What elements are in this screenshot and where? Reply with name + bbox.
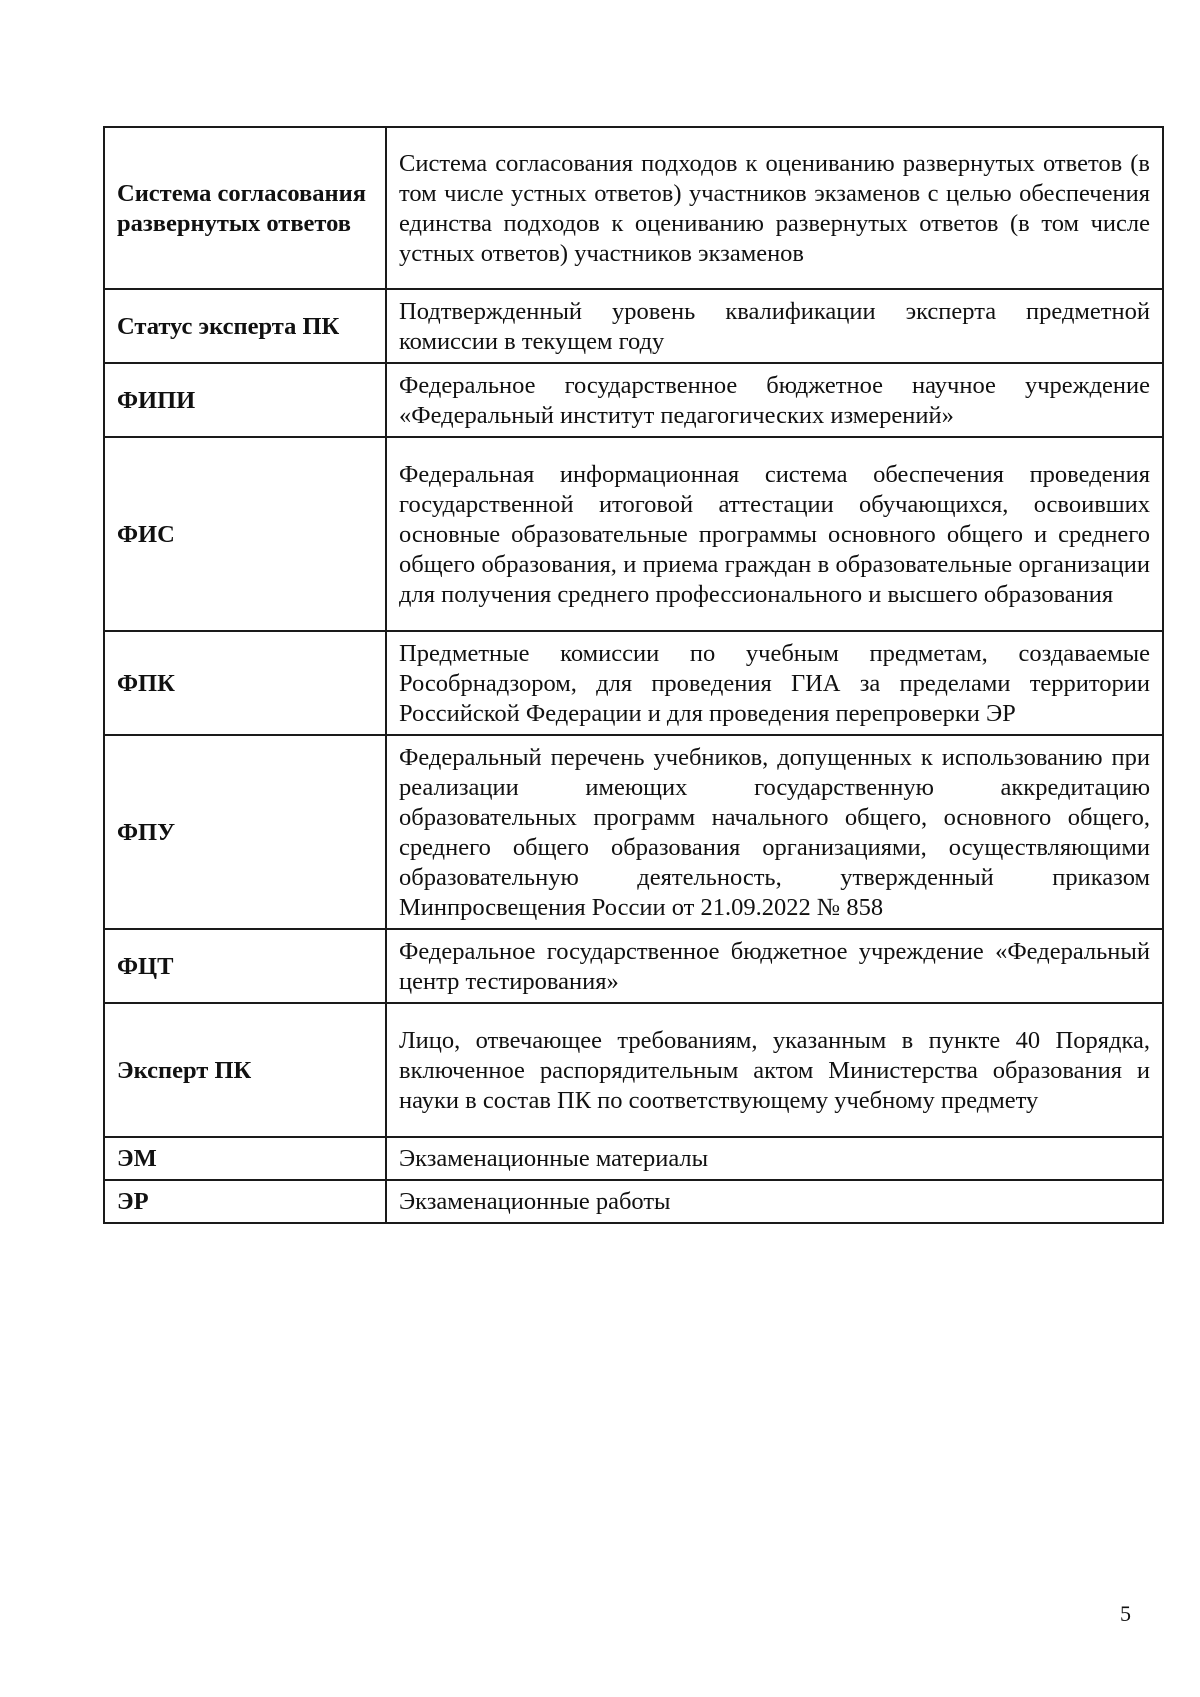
table-row (104, 437, 1163, 631)
definition-cell: Федеральное государственное бюджетное учреждение «Федеральный центр тестирования» (386, 929, 1163, 1003)
definition-cell: Подтвержденный уровень квалификации эксперта предметной комиссии в текущем году (386, 289, 1163, 363)
term-cell: ЭР (104, 1180, 386, 1223)
definition-cell: Экзаменационные материалы (386, 1137, 1163, 1180)
definition-cell: Экзаменационные работы (386, 1180, 1163, 1223)
term-cell: ФИС (104, 437, 386, 631)
definition-cell: Федеральный перечень учебников, допущенных к использованию при реализации имеющих государственную аккредитацию образовательных программ начального общего, основного общего, среднего общего образования организациями, осуществляющими образовательную деятельность, утвержденный приказом Минпросвещения России от 21.09.2022 № 858 (386, 735, 1163, 929)
definition-cell: Система согласования подходов к оцениванию развернутых ответов (в том числе устных ответов) участников экзаменов с целью обеспечения единства подходов к оцениванию развернутых ответов (в том числе устных ответов) участников экзаменов (386, 127, 1163, 289)
table-row (104, 929, 1163, 1003)
page-number: 5 (1120, 1601, 1131, 1626)
table-row (104, 1180, 1163, 1223)
table-row (104, 1003, 1163, 1137)
definition-cell: Федеральное государственное бюджетное научное учреждение «Федеральный институт педагогических измерений» (386, 363, 1163, 437)
table-row (104, 735, 1163, 929)
definition-cell: Федеральная информационная система обеспечения проведения государственной итоговой аттестации обучающихся, освоивших основные образовательные программы основного общего и среднего общего образования, и приема граждан в образовательные организации для получения среднего профессионального и высшего образования (386, 437, 1163, 631)
term-cell: Эксперт ПК (104, 1003, 386, 1137)
table-row (104, 289, 1163, 363)
term-cell: Статус эксперта ПК (104, 289, 386, 363)
table-row (104, 1137, 1163, 1180)
term-cell: ФИПИ (104, 363, 386, 437)
term-cell: Система согласования развернутых ответов (104, 127, 386, 289)
glossary-table (103, 126, 1164, 1224)
table-row (104, 127, 1163, 289)
term-cell: ФЦТ (104, 929, 386, 1003)
term-cell: ЭМ (104, 1137, 386, 1180)
term-cell: ФПУ (104, 735, 386, 929)
term-cell: ФПК (104, 631, 386, 735)
definition-cell: Предметные комиссии по учебным предметам, создаваемые Рособрнадзором, для проведения ГИА за пределами территории Российской Федерации и для проведения перепроверки ЭР (386, 631, 1163, 735)
table-row (104, 631, 1163, 735)
table-row (104, 363, 1163, 437)
definition-cell: Лицо, отвечающее требованиям, указанным в пункте 40 Порядка, включенное распорядительным актом Министерства образования и науки в состав ПК по соответствующему учебному предмету (386, 1003, 1163, 1137)
